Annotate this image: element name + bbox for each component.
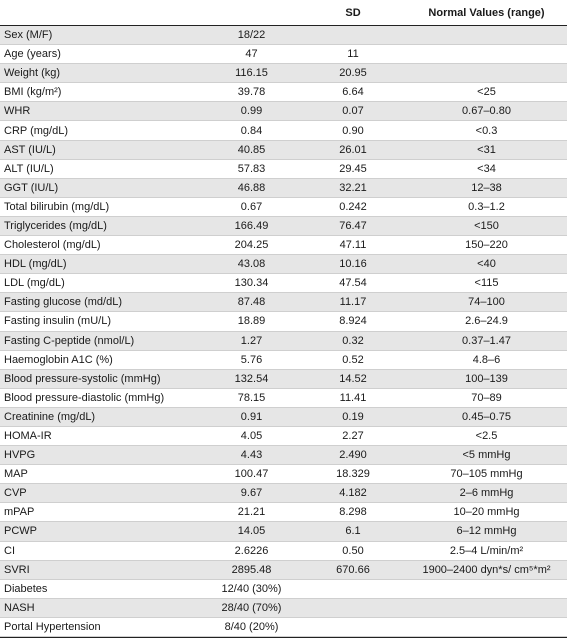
cell-value: 28/40 (70%) [221, 601, 282, 614]
cell-normal-range: 70–105 mmHg [450, 468, 523, 481]
table-row [0, 64, 567, 83]
cell-value: 18/22 [237, 29, 266, 42]
cell-value: 204.25 [234, 239, 269, 252]
cell-value: 2895.48 [231, 563, 272, 576]
cell-normal-range: 0.3–1.2 [468, 200, 505, 213]
cell-normal-range: 1900–2400 dyn*s/ cm⁵*m² [422, 563, 551, 576]
cell-parameter: Diabetes [4, 582, 48, 595]
cell-parameter: Triglycerides (mg/dL) [4, 219, 107, 232]
cell-value: 12/40 (30%) [221, 582, 282, 595]
cell-value: 40.85 [237, 143, 266, 156]
cell-sd: 10.16 [339, 258, 367, 271]
cell-sd: 670.66 [336, 563, 370, 576]
cell-value: 0.67 [240, 200, 263, 213]
table-row [0, 198, 567, 217]
cell-parameter: Haemoglobin A1C (%) [4, 353, 113, 366]
cell-normal-range: 12–38 [471, 181, 502, 194]
cell-sd: 18.329 [336, 468, 370, 481]
cell-parameter: Fasting glucose (md/dL) [4, 296, 122, 309]
cell-value: 9.67 [240, 487, 263, 500]
table-row [0, 236, 567, 255]
cell-value: 132.54 [234, 372, 269, 385]
cell-parameter: CI [4, 544, 15, 557]
cell-parameter: Total bilirubin (mg/dL) [4, 200, 110, 213]
cell-normal-range: 150–220 [465, 239, 508, 252]
table-row [0, 351, 567, 370]
table-row [0, 465, 567, 484]
cell-parameter: Blood pressure-diastolic (mmHg) [4, 391, 165, 404]
cell-value: 47 [245, 48, 258, 61]
cell-sd: 76.47 [339, 219, 367, 232]
cell-value: 4.05 [240, 430, 263, 443]
table-row [0, 618, 567, 637]
cell-sd: 0.07 [342, 105, 364, 118]
cell-parameter: mPAP [4, 506, 35, 519]
cell-normal-range: 2.6–24.9 [465, 315, 508, 328]
cell-parameter: MAP [4, 468, 28, 481]
cell-parameter: Cholesterol (mg/dL) [4, 239, 101, 252]
cell-parameter: Age (years) [4, 48, 61, 61]
cell-sd: 6.64 [342, 86, 364, 99]
cell-sd: 8.298 [339, 506, 367, 519]
cell-parameter: CVP [4, 487, 27, 500]
cell-sd: 0.52 [342, 353, 364, 366]
cell-sd: 32.21 [339, 181, 367, 194]
cell-sd: 29.45 [339, 162, 367, 175]
cell-sd: 0.242 [339, 200, 367, 213]
cell-normal-range: 2.5–4 L/min/m² [449, 544, 524, 557]
cell-normal-range: <115 [474, 277, 499, 290]
cell-sd: 0.19 [342, 410, 364, 423]
cell-normal-range: <25 [477, 86, 496, 99]
cell-value: 87.48 [237, 296, 266, 309]
cell-normal-range: 10–20 mmHg [453, 506, 520, 519]
table-row [0, 179, 567, 198]
cell-parameter: LDL (mg/dL) [4, 277, 65, 290]
cell-parameter: AST (IU/L) [4, 143, 56, 156]
cell-sd: 14.52 [339, 372, 367, 385]
cell-value: 18.89 [237, 315, 266, 328]
cell-value: 46.88 [237, 181, 266, 194]
table-row [0, 446, 567, 465]
cell-parameter: BMI (kg/m²) [4, 86, 62, 99]
cell-value: 57.83 [237, 162, 266, 175]
table-row [0, 542, 567, 561]
table-row [0, 83, 567, 102]
cell-normal-range: 0.37–1.47 [462, 334, 511, 347]
table-row [0, 484, 567, 503]
table-row [0, 141, 567, 160]
table-body [0, 26, 567, 637]
cell-value: 1.27 [240, 334, 263, 347]
cell-parameter: HVPG [4, 449, 36, 462]
table-row [0, 217, 567, 236]
cell-parameter: Blood pressure-systolic (mmHg) [4, 372, 161, 385]
table-row [0, 45, 567, 64]
cell-sd: 20.95 [339, 67, 367, 80]
cell-value: 78.15 [237, 391, 266, 404]
cell-parameter: PCWP [4, 525, 37, 538]
table-row [0, 580, 567, 599]
cell-normal-range: <31 [477, 143, 496, 156]
cell-value: 43.08 [237, 258, 266, 271]
cell-sd: 11.41 [339, 391, 367, 404]
table-header-row [0, 0, 567, 26]
table-row [0, 370, 567, 389]
cell-parameter: NASH [4, 601, 35, 614]
header-sd: SD [345, 6, 361, 19]
cell-value: 14.05 [237, 525, 266, 538]
cell-sd: 8.924 [339, 315, 367, 328]
cell-parameter: HOMA-IR [4, 430, 52, 443]
table-row [0, 332, 567, 351]
table-row [0, 599, 567, 618]
cell-normal-range: 100–139 [465, 372, 508, 385]
cell-value: 8/40 (20%) [224, 620, 279, 633]
cell-parameter: Weight (kg) [4, 67, 61, 80]
table-row [0, 293, 567, 312]
cell-value: 0.84 [240, 124, 263, 137]
cell-normal-range: 0.45–0.75 [462, 410, 511, 423]
table-row [0, 255, 567, 274]
cell-value: 0.91 [240, 410, 263, 423]
cell-normal-range: <34 [477, 162, 496, 175]
cell-parameter: Sex (M/F) [4, 29, 53, 42]
cell-value: 0.99 [240, 105, 263, 118]
table-row [0, 408, 567, 427]
cell-sd: 4.182 [339, 487, 367, 500]
cell-sd: 11 [347, 48, 359, 61]
cell-parameter: Fasting C-peptide (nmol/L) [4, 334, 135, 347]
cell-parameter: CRP (mg/dL) [4, 124, 68, 137]
cell-value: 100.47 [234, 468, 269, 481]
cell-sd: 47.54 [339, 277, 367, 290]
cell-sd: 11.17 [339, 296, 367, 309]
cell-normal-range: <5 mmHg [462, 449, 511, 462]
cell-parameter: GGT (IU/L) [4, 181, 59, 194]
cell-value: 4.43 [240, 449, 263, 462]
cell-value: 21.21 [237, 506, 266, 519]
header-normal-values: Normal Values (range) [428, 6, 545, 19]
table-row [0, 312, 567, 331]
cell-value: 39.78 [237, 86, 266, 99]
cell-sd: 26.01 [339, 143, 367, 156]
cell-normal-range: <40 [477, 258, 496, 271]
table-row [0, 522, 567, 541]
cell-sd: 47.11 [339, 239, 367, 252]
cell-value: 5.76 [240, 353, 263, 366]
table-row [0, 389, 567, 408]
cell-parameter: Creatinine (mg/dL) [4, 410, 96, 423]
cell-parameter: Portal Hypertension [4, 620, 101, 633]
table-row [0, 26, 567, 45]
table-row [0, 427, 567, 446]
cell-normal-range: 74–100 [468, 296, 505, 309]
cell-sd: 0.32 [342, 334, 364, 347]
cell-normal-range: 0.67–0.80 [462, 105, 511, 118]
cell-value: 2.6226 [234, 544, 269, 557]
cell-value: 116.15 [235, 67, 268, 80]
cell-sd: 0.90 [342, 124, 364, 137]
cell-parameter: SVRI [4, 563, 30, 576]
cell-sd: 2.490 [339, 449, 367, 462]
cell-normal-range: <2.5 [475, 430, 498, 443]
table-row [0, 102, 567, 121]
cell-normal-range: 70–89 [471, 391, 502, 404]
cell-normal-range: 2–6 mmHg [459, 487, 514, 500]
table-row [0, 274, 567, 293]
cell-sd: 2.27 [342, 430, 364, 443]
cell-normal-range: <0.3 [475, 124, 498, 137]
cell-parameter: ALT (IU/L) [4, 162, 54, 175]
table-row [0, 561, 567, 580]
table-row [0, 121, 567, 140]
cell-parameter: WHR [4, 105, 31, 118]
cell-sd: 6.1 [345, 525, 361, 538]
table-row [0, 160, 567, 179]
cell-normal-range: <150 [474, 219, 499, 232]
cell-value: 130.34 [234, 277, 269, 290]
table-row [0, 503, 567, 522]
cell-parameter: HDL (mg/dL) [4, 258, 67, 271]
cell-value: 166.49 [234, 219, 269, 232]
cell-parameter: Fasting insulin (mU/L) [4, 315, 111, 328]
cell-normal-range: 4.8–6 [472, 353, 501, 366]
cell-sd: 0.50 [342, 544, 364, 557]
cell-normal-range: 6–12 mmHg [456, 525, 517, 538]
